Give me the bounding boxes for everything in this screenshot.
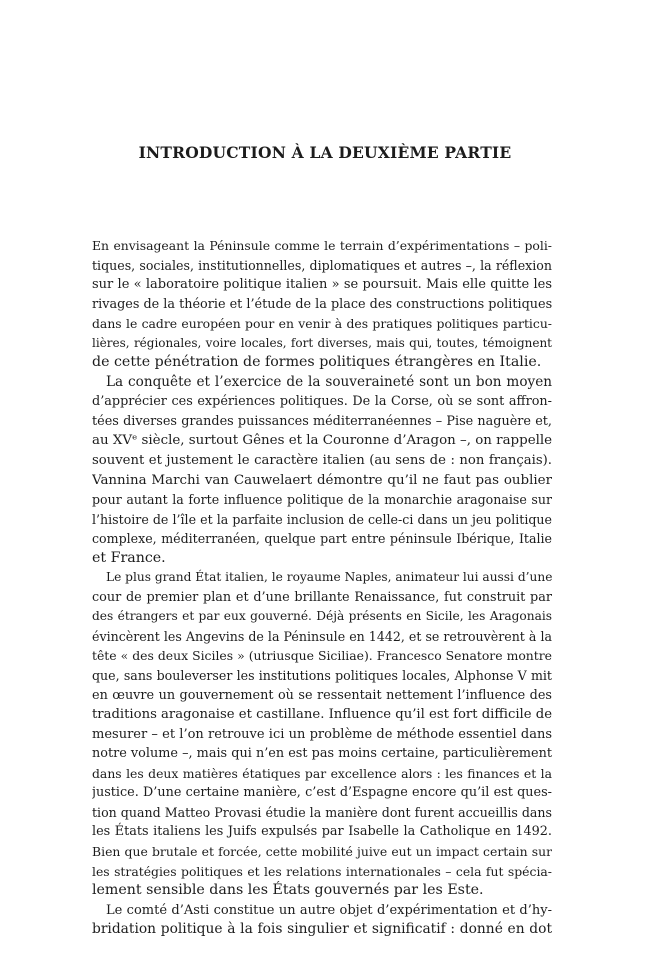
text-line: de cette pénétration de formes politiques étrangères en Italie.: [92, 354, 542, 371]
text-line: au XVᵉ siècle, surtout Gênes et la Couronne d’Aragon –, on rappelle: [92, 433, 552, 449]
text-line: sur le « laboratoire politique italien » se poursuit. Mais elle quitte les: [92, 277, 552, 293]
text-line: en œuvre un gouvernement où se ressentait nettement l’influence des: [92, 687, 552, 703]
text-line: tête « des deux Siciles » (utriusque Siciliae). Francesco Senatore montre: [92, 648, 552, 664]
text-line: La conquête et l’exercice de la souveraineté sont un bon moyen: [106, 373, 552, 390]
text-line: tion quand Matteo Provasi étudie la manière dont furent accueillis dans: [92, 804, 552, 820]
text-line: que, sans bouleverser les institutions politiques locales, Alphonse V mit: [92, 668, 552, 684]
text-line: Le plus grand État italien, le royaume Naples, animateur lui aussi d’une: [106, 570, 552, 585]
text-line: Bien que brutale et forcée, cette mobilité juive eut un impact certain sur: [92, 843, 552, 859]
text-line: tiques, sociales, institutionnelles, diplomatiques et autres –, la réflexion: [92, 257, 552, 273]
text-line: En envisageant la Péninsule comme le terrain d’expérimentations – poli-: [92, 238, 552, 253]
text-line: et France.: [92, 549, 166, 566]
text-line: évincèrent les Angevins de la Péninsule en 1442, et se retrouvèrent à la: [92, 628, 552, 644]
text-line: traditions aragonaise et castillane. Influence qu’il est fort difficile de: [92, 707, 552, 723]
text-line: cour de premier plan et d’une brillante Renaissance, fut construit par: [92, 589, 552, 605]
text-line: dans les deux matières étatiques par excellence alors : les finances et la: [92, 765, 552, 781]
text-line: l’histoire de l’île et la parfaite inclusion de celle-ci dans un jeu politique: [92, 511, 552, 527]
text-line: lement sensible dans les États gouvernés par les Este.: [92, 882, 484, 899]
text-line: dans le cadre européen pour en venir à des pratiques politiques particu-: [92, 316, 552, 332]
text-line: bridation politique à la fois singulier et significatif : donné en dot: [92, 921, 552, 938]
text-line: Vannina Marchi van Cauwelaert démontre qu’il ne faut pas oublier: [92, 472, 552, 488]
text-line: notre volume –, mais qui n’en est pas moins certaine, particulièrement: [92, 746, 552, 762]
text-line: d’apprécier ces expériences politiques. De la Corse, où se sont affron-: [92, 394, 552, 410]
text-line: mesurer – et l’on retrouve ici un problème de méthode essentiel dans: [92, 726, 552, 742]
text-line: rivages de la théorie et l’étude de la place des constructions politiques: [92, 296, 552, 312]
chapter-title: INTRODUCTION À LA DEUXIÈME PARTIE: [138, 143, 512, 162]
body-text: [92, 236, 552, 940]
text-line: pour autant la forte influence politique de la monarchie aragonaise sur: [92, 492, 552, 508]
text-line: tées diverses grandes puissances méditerranéennes – Pise naguère et,: [92, 413, 552, 429]
text-line: les États italiens les Juifs expulsés par Isabelle la Catholique en 1492.: [92, 824, 552, 840]
text-line: justice. D’une certaine manière, c’est d’Espagne encore qu’il est ques-: [92, 785, 552, 801]
text-line: lières, régionales, voire locales, fort diverses, mais qui, toutes, témoignent: [92, 335, 552, 350]
text-line: les stratégies politiques et les relations internationales – cela fut spécia-: [92, 863, 552, 879]
text-line: des étrangers et par eux gouverné. Déjà présents en Sicile, les Aragonais: [92, 609, 552, 624]
text-line: souvent et justement le caractère italien (au sens de : non français).: [92, 453, 552, 469]
text-line: Le comté d’Asti constitue un autre objet d’expérimentation et d’hy-: [106, 902, 552, 918]
text-line: complexe, méditerranéen, quelque part entre péninsule Ibérique, Italie: [92, 531, 552, 547]
